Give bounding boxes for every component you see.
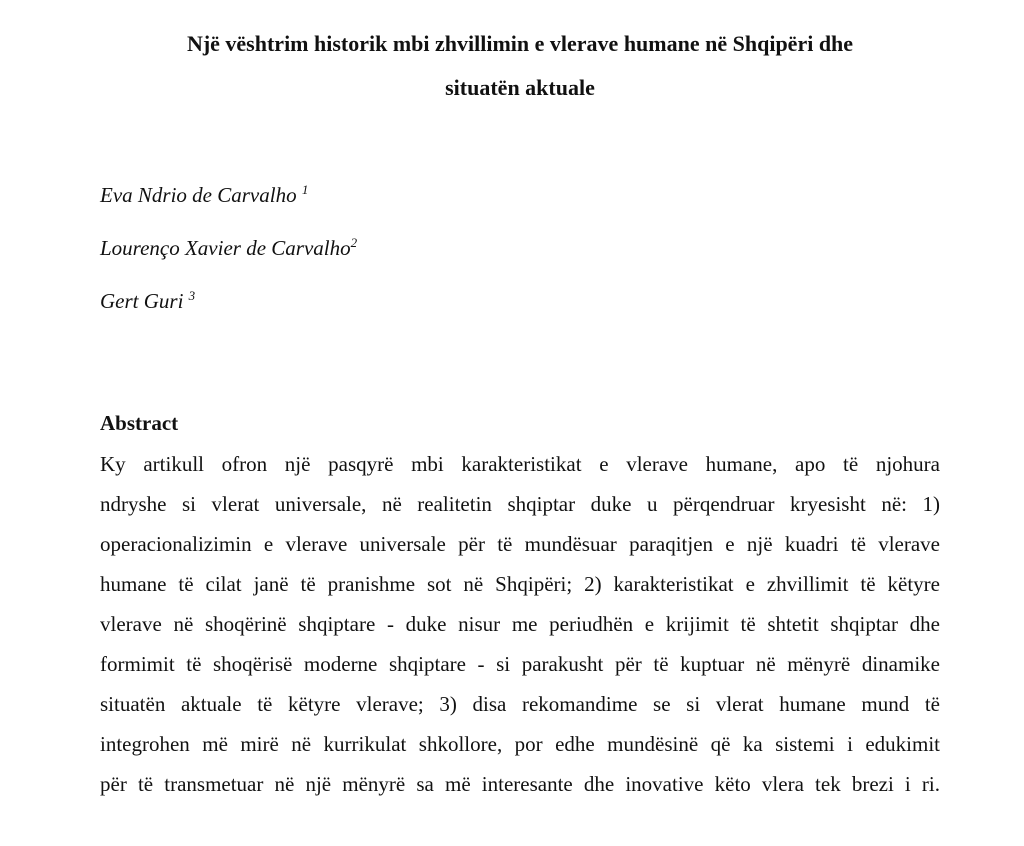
abstract-line: integrohen më mirë në kurrikulat shkollore, por edhe mundësinë që ka sistemi i edukimit: [100, 732, 940, 756]
author-name: Gert Guri: [100, 289, 189, 313]
paper-title-line-2: situatën aktuale: [445, 75, 595, 100]
author-affiliation-mark: 3: [188, 288, 196, 303]
author-name: Lourenço Xavier de Carvalho: [100, 236, 351, 260]
abstract-line: Ky artikull ofron një pasqyrë mbi karakteristikat e vlerave humane, apo të njohura: [100, 452, 940, 476]
abstract-line: situatën aktuale të këtyre vlerave; 3) disa rekomandime se si vlerat humane mund të: [100, 692, 940, 716]
abstract-line: humane të cilat janë të pranishme sot në Shqipëri; 2) karakteristikat e zhvillimit të këtyre: [100, 572, 940, 596]
paper-title-line-1: Një vështrim historik mbi zhvillimin e vlerave humane në Shqipëri dhe: [186, 31, 854, 56]
abstract-line: operacionalizimin e vlerave universale për të mundësuar paraqitjen e një kuadri të vlerave: [100, 532, 940, 556]
author-3: [100, 289, 195, 313]
abstract-line: ndryshe si vlerat universale, në realitetin shqiptar duke u përqendruar kryesisht në: 1): [100, 492, 940, 516]
author-1: [100, 183, 308, 207]
abstract-heading: Abstract: [100, 411, 179, 435]
author-affiliation-mark: 1: [301, 182, 309, 197]
abstract-line: formimit të shoqërisë moderne shqiptare - si parakusht për të kuptuar në mënyrë dinamike: [100, 652, 940, 676]
author-name: Eva Ndrio de Carvalho: [100, 183, 302, 207]
author-2: [100, 236, 357, 260]
author-affiliation-mark: 2: [350, 235, 358, 250]
abstract-line: për të transmetuar në një mënyrë sa më interesante dhe inovative këto vlera tek brezi i ri.: [100, 772, 940, 796]
abstract-line: vlerave në shoqërinë shqiptare - duke nisur me periudhën e krijimit të shtetit shqiptar dhe: [100, 612, 940, 636]
abstract-body: [100, 450, 940, 810]
